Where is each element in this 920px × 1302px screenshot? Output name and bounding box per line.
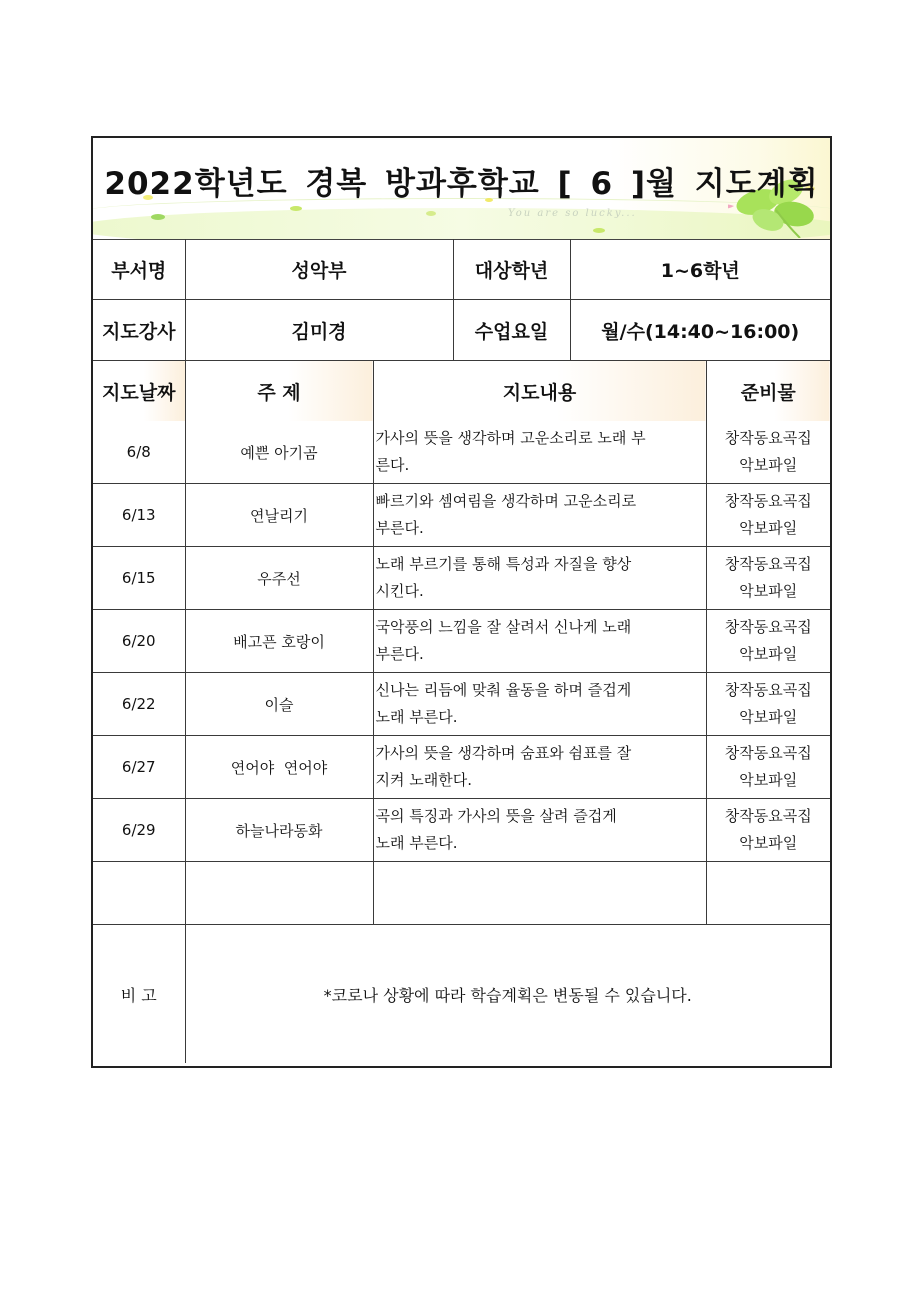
grade-value: 1~6학년 (570, 239, 830, 300)
content-line: 른다. (375, 456, 410, 474)
content-line: 시킨다. (375, 582, 424, 600)
teacher-label: 지도강사 (93, 300, 185, 361)
table-row (93, 421, 830, 484)
empty-cell (706, 862, 830, 925)
row-prep (706, 484, 830, 547)
row-date: 6/13 (93, 484, 185, 547)
dept-label: 부서명 (93, 239, 185, 300)
table-row (93, 673, 830, 736)
row-topic: 예쁜 아기곰 (185, 421, 373, 484)
prep-item: 창작동요곡집 (724, 429, 812, 447)
note-row (93, 925, 830, 1064)
row-content (373, 736, 706, 799)
table-row (93, 547, 830, 610)
dept-value: 성악부 (185, 239, 453, 300)
table-row (93, 610, 830, 673)
prep-item: 창작동요곡집 (724, 807, 812, 825)
table-row (93, 736, 830, 799)
content-line: 부른다. (375, 519, 424, 537)
prep-item: 창작동요곡집 (724, 681, 812, 699)
row-content (373, 610, 706, 673)
row-prep (706, 673, 830, 736)
prep-item: 악보파일 (739, 645, 798, 663)
row-topic: 연날리기 (185, 484, 373, 547)
row-date: 6/22 (93, 673, 185, 736)
info-row-teacher (93, 300, 830, 361)
teacher-value: 김미경 (185, 300, 453, 361)
row-topic: 하늘나라동화 (185, 799, 373, 862)
plan-document (91, 136, 832, 1068)
prep-item: 창작동요곡집 (724, 618, 812, 636)
prep-item: 악보파일 (739, 582, 798, 600)
header-prep: 준비물 (706, 361, 830, 422)
row-prep (706, 547, 830, 610)
header-date: 지도날짜 (93, 361, 185, 422)
content-line: 지켜 노래한다. (375, 771, 472, 789)
content-line: 부른다. (375, 645, 424, 663)
row-prep (706, 736, 830, 799)
row-prep (706, 799, 830, 862)
empty-cell (93, 862, 185, 925)
row-content (373, 421, 706, 484)
decor-dot (593, 228, 605, 233)
prep-item: 악보파일 (739, 519, 798, 537)
content-line: 가사의 뜻을 생각하며 숨표와 쉼표를 잘 (375, 744, 632, 762)
row-date: 6/27 (93, 736, 185, 799)
row-topic: 연어야 연어야 (185, 736, 373, 799)
decor-dot (151, 214, 165, 220)
info-row-dept (93, 239, 830, 300)
prep-item: 악보파일 (739, 834, 798, 852)
note-text: *코로나 상황에 따라 학습계획은 변동될 수 있습니다. (185, 925, 830, 1064)
prep-item: 악보파일 (739, 456, 798, 474)
title-banner (93, 138, 830, 240)
prep-item: 악보파일 (739, 708, 798, 726)
day-label: 수업요일 (453, 300, 570, 361)
table-row (93, 799, 830, 862)
grade-label: 대상학년 (453, 239, 570, 300)
decor-dot (426, 211, 436, 216)
table-row (93, 484, 830, 547)
row-content (373, 673, 706, 736)
row-prep (706, 421, 830, 484)
plan-table (93, 239, 830, 1063)
content-line: 노래 부른다. (375, 708, 458, 726)
banner-lucky-text: You are so lucky... (508, 208, 637, 219)
row-content (373, 799, 706, 862)
note-label: 비 고 (93, 925, 185, 1064)
day-value: 월/수(14:40~16:00) (570, 300, 830, 361)
row-content (373, 547, 706, 610)
prep-item: 악보파일 (739, 771, 798, 789)
row-topic: 우주선 (185, 547, 373, 610)
prep-item: 창작동요곡집 (724, 555, 812, 573)
row-topic: 이슬 (185, 673, 373, 736)
row-topic: 배고픈 호랑이 (185, 610, 373, 673)
content-line: 가사의 뜻을 생각하며 고운소리로 노래 부 (375, 429, 646, 447)
empty-cell (373, 862, 706, 925)
page-title: 2022학년도 경복 방과후학교 [ 6 ]월 지도계획 (104, 166, 819, 202)
header-content: 지도내용 (373, 361, 706, 422)
content-line: 노래 부른다. (375, 834, 458, 852)
row-date: 6/20 (93, 610, 185, 673)
empty-cell (185, 862, 373, 925)
empty-row (93, 862, 830, 925)
content-line: 신나는 리듬에 맞춰 율동을 하며 즐겁게 (375, 681, 632, 699)
row-date: 6/8 (93, 421, 185, 484)
header-topic: 주 제 (185, 361, 373, 422)
prep-item: 창작동요곡집 (724, 744, 812, 762)
prep-item: 창작동요곡집 (724, 492, 812, 510)
content-line: 빠르기와 셈여림을 생각하며 고운소리로 (375, 492, 637, 510)
table-header-row (93, 361, 830, 422)
decor-dot (290, 206, 302, 211)
content-line: 국악풍의 느낌을 잘 살려서 신나게 노래 (375, 618, 632, 636)
row-content (373, 484, 706, 547)
row-date: 6/29 (93, 799, 185, 862)
content-line: 곡의 특징과 가사의 뜻을 살려 즐겁게 (375, 807, 617, 825)
row-date: 6/15 (93, 547, 185, 610)
row-prep (706, 610, 830, 673)
content-line: 노래 부르기를 통해 특성과 자질을 향상 (375, 555, 632, 573)
